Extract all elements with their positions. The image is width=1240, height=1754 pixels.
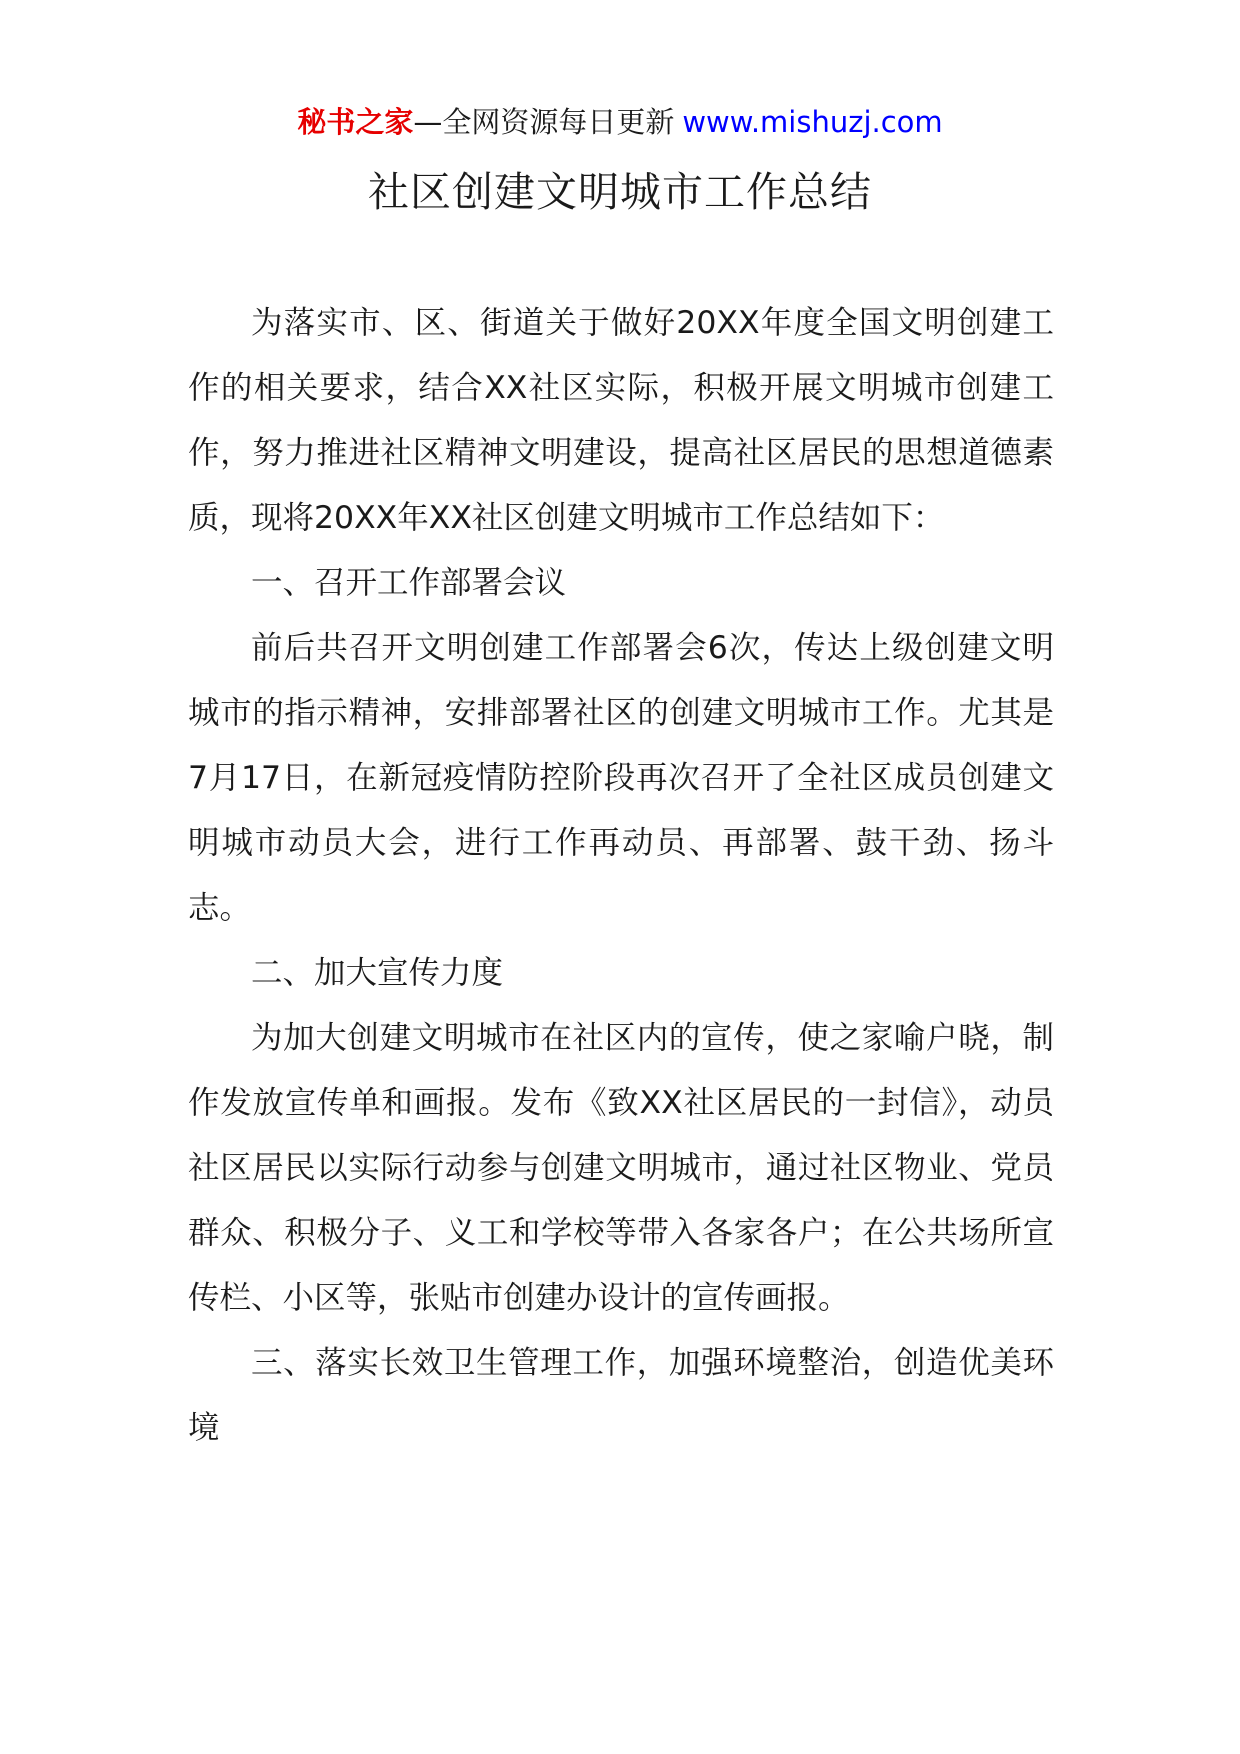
section-heading-1: 一、召开工作部署会议 <box>251 565 567 601</box>
section-2-paragraph: 为加大创建文明城市在社区内的宣传，使之家喻户晓，制作发放宣传单和画报。发布《致XX社区居民的一封信》，动员社区居民以实际行动参与创建文明城市，通过社区物业、党员群众、积极分子、义工和学校等带入各家各户；在公共场所宣传栏、小区等，张贴市创建办设计的宣传画报。 <box>188 1020 1054 1316</box>
intro-paragraph: 为落实市、区、街道关于做好20XX年度全国文明创建工作的相关要求，结合XX社区实际，积极开展文明城市创建工作，努力推进社区精神文明建设，提高社区居民的思想道德素质，现将20XX年XX社区创建文明城市工作总结如下： <box>188 305 1054 536</box>
site-tagline: —全网资源每日更新 <box>413 105 675 139</box>
site-name: 秘书之家 <box>297 105 414 139</box>
document-body <box>188 291 1054 1461</box>
section-heading-2: 二、加大宣传力度 <box>251 955 504 991</box>
document-title: 社区创建文明城市工作总结 <box>368 168 872 216</box>
site-header <box>0 100 1240 144</box>
section-1-paragraph: 前后共召开文明创建工作部署会6次，传达上级创建文明城市的指示精神，安排部署社区的创建文明城市工作。尤其是7月17日，在新冠疫情防控阶段再次召开了全社区成员创建文明城市动员大会，进行工作再动员、再部署、鼓干劲、扬斗志。 <box>188 630 1054 926</box>
site-url-link[interactable]: www.mishuzj.com <box>682 105 943 139</box>
section-heading-3: 三、落实长效卫生管理工作，加强环境整治，创造优美环境 <box>188 1345 1054 1446</box>
